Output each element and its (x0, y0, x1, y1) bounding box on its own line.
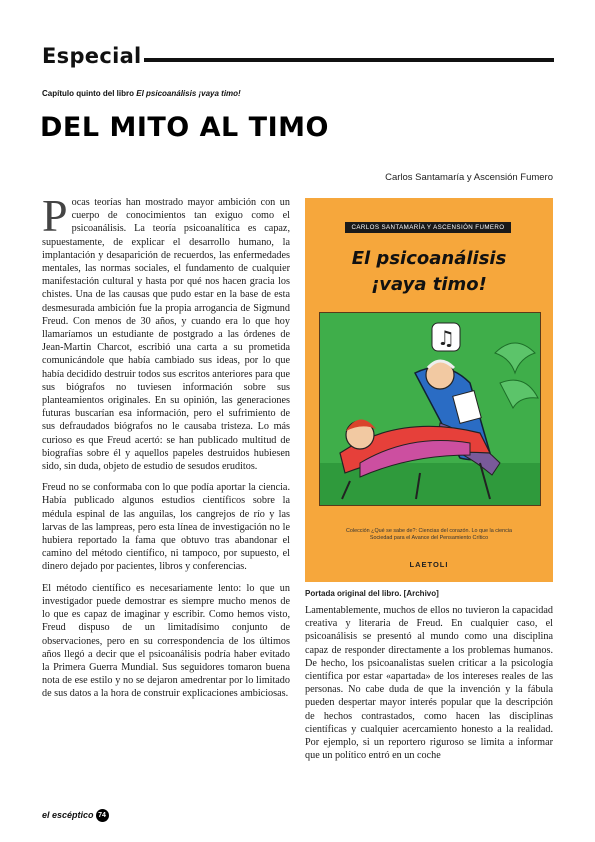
cover-footnote (325, 528, 533, 542)
chapter-book-title: El psicoanálisis ¡vaya timo! (136, 89, 241, 98)
image-caption: Portada original del libro. [Archivo] (305, 589, 439, 598)
couch-illustration (320, 313, 540, 505)
paragraph-3: El método científico es necesariamente lento: lo que un investigador puede demostrar es siempre mucho menos de lo que es capaz de imaginar y escribir. Como hemos visto, Freud dispuso de un limitadísimo conjunto de observaciones, pero en su correspondencia de los últimos años llegó a decir que el psicoanálisis podría haber evitado la Primera Guerra Mundial. Sus seguidores tomaron buena nota de ese estilo y no se dejaron amedrentar por lo limitado de sus datos a la hora de construir explicaciones ambiciosas. (42, 582, 290, 700)
chapter-prefix: Capítulo quinto del libro (42, 89, 134, 98)
svg-text:♫: ♫ (437, 326, 455, 350)
cover-foot-line-2: Sociedad para el Avance del Pensamiento Crítico (369, 535, 489, 541)
cover-title-line-1: El psicoanálisis (351, 248, 507, 269)
page-footer (42, 809, 109, 822)
right-column (305, 604, 553, 770)
article-authors: Carlos Santamaría y Ascensión Fumero (385, 172, 553, 183)
section-rule (144, 58, 554, 62)
book-cover-image (305, 198, 553, 582)
cover-authors-band: CARLOS SANTAMARÍA Y ASCENSIÓN FUMERO (345, 222, 511, 233)
magazine-name: el escéptico (42, 809, 94, 820)
cover-title-line-2: ¡vaya timo! (371, 274, 487, 295)
page-number: 74 (96, 809, 109, 822)
section-title: Especial (42, 44, 142, 68)
paragraph-1 (42, 190, 290, 473)
cover-illustration (319, 312, 541, 506)
drop-cap: P (42, 190, 68, 241)
left-column (42, 190, 290, 709)
paragraph-2: Freud no se conformaba con lo que podía aportar la ciencia. Había publicado algunos estudios científicos sobre la médula espinal de las anguilas, los cangrejos de río y las larvas de las lampreas, pero esta línea de investigación no le hubiera reportado la fama que obtuvo tras abandonar el camino del método científico, ni tampoco, por supuesto, el dinero dejado por pacientes, libros y conferencias. (42, 482, 290, 573)
section-header (42, 44, 554, 72)
paragraph-1-text: ocas teorías han mostrado mayor ambición con un cuerpo de conocimientos tan exiguo como el psicoanálisis. La teoría psicoanalítica es capaz, supuestamente, de explicar el desarrollo humano, la implantación y desaparición de recuerdos, las enfermedades mentales, las normas sociales, el fundamento de cualquier manifestación cultural y hasta por qué nos hacen gracia los chistes. Una de las causas que pudo estar en la base de esta desmesurada ambición fue la propia arrogancia de Sigmund Freud. Con menos de 30 años, y cuando era lo que hoy llamaríamos un estudiante de postgrado a las órdenes de Jean-Martin Charcot, escribió una carta a su prometida comunicándole que había cambiado sus ideas, por lo que había decidido destruir todos sus escritos anteriores para que sus biógrafos no tuviesen información sobre sus planteamientos originales. En su opinión, las generaciones futuras buscarían esa información, pero el sufrimiento de sus defraudados biógrafos no le causaba tristeza. Lo más curioso es que Freud acertó: se han publicado multitud de biografías sobre él y aquellos papeles destruidos hubiesen sido, sin duda, objeto de estudio de sesudos eruditos. (42, 197, 290, 473)
paragraph-4: Lamentablemente, muchos de ellos no tuvieron la capacidad creativa y literaria de Freud. En cualquier caso, el psicoanálisis se presentó al mundo como una disciplina capaz de responder directamente a los problemas humanos. De hecho, los psicoanalistas suelen criticar a la psicología científica por estar «apartada» de los intereses reales de las personas. No cabe duda de que la invención y la fábula pueden despertar mayor interés popular que la descripción de hechos contrastados, como hacen las disciplinas científicas y cualquier acercamiento honesto a la realidad. Por ejemplo, si un reportero riguroso se limita a informar que un político entró en un coche (305, 605, 553, 762)
cover-foot-line-1: Colección ¿Qué se sabe de?: Ciencias del corazón. Lo que la ciencia (345, 528, 512, 534)
chapter-line (42, 89, 241, 98)
cover-publisher: LAETOLI (409, 560, 449, 569)
article-title: DEL MITO AL TIMO (40, 112, 329, 143)
